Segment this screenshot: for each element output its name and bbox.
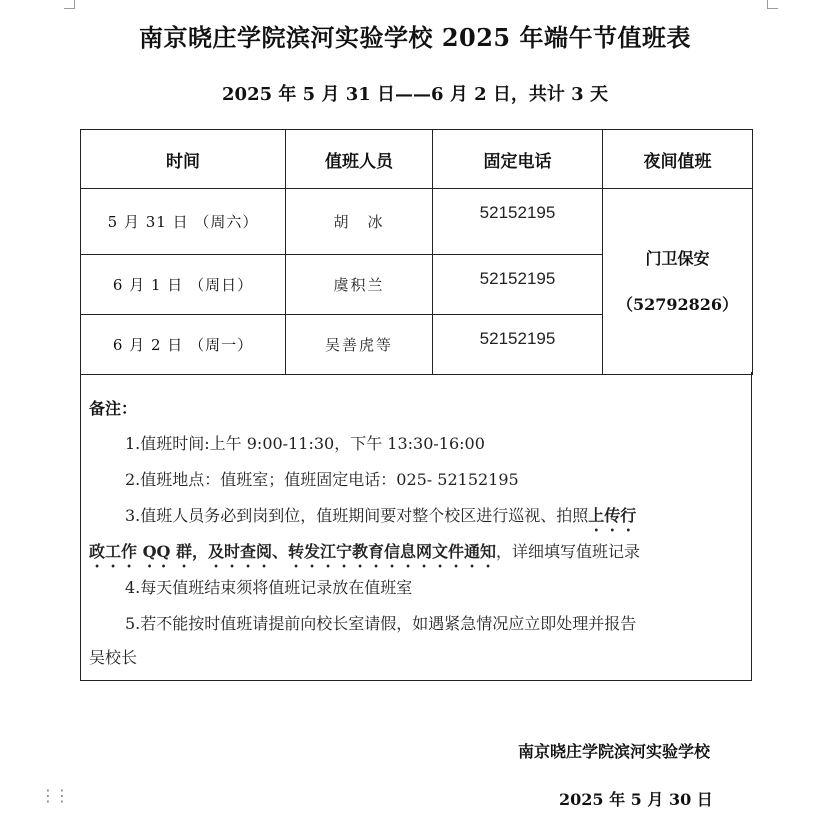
note-item-5-line-2: 吴校长 [89, 648, 138, 667]
header-time: 时间 [81, 130, 286, 189]
row-phone: 52152195 [433, 189, 603, 255]
row-phone: 52152195 [433, 315, 603, 375]
note-item-5-line-1: 5.若不能按时值班请提前向校长室请假，如遇紧急情况应立即处理并报告 [125, 614, 637, 633]
note-item-3-line-1 [125, 506, 636, 535]
note-item-1: 1.值班时间:上午 9:00-11:30，下午 13:30-16:00 [125, 434, 485, 453]
night-duty-cell [603, 189, 753, 375]
table-row [81, 189, 753, 255]
note-item-3-emphasis-1: 上传行 [588, 506, 637, 525]
row-time: 5 月 31 日 （周六） [81, 189, 286, 255]
row-time: 6 月 1 日 （周日） [81, 255, 286, 315]
page-corner-mark-right [767, 0, 778, 9]
note-item-3-line-2 [89, 542, 640, 571]
night-duty-phone: （52792826） [616, 294, 739, 314]
note-item-3-tail: ，详细填写值班记录 [496, 542, 641, 561]
duty-table [80, 129, 753, 375]
notes-title: 备注： [89, 399, 138, 418]
row-time: 6 月 2 日 （周一） [81, 315, 286, 375]
note-item-2: 2.值班地点：值班室；值班固定电话：025- 52152195 [125, 470, 519, 489]
header-night-duty: 夜间值班 [603, 130, 753, 189]
page-corner-mark-left [64, 0, 75, 9]
drag-handle-icon[interactable]: ⋮⋮ [40, 786, 68, 805]
note-item-3-emphasis-2: 政工作 QQ 群，及时查阅、转发江宁教育信息网文件通知 [89, 542, 497, 561]
notes-box [80, 372, 752, 681]
header-phone: 固定电话 [433, 130, 603, 189]
note-item-4: 4.每天值班结束须将值班记录放在值班室 [125, 578, 413, 597]
document-title: 南京晓庄学院滨河实验学校 2025 年端午节值班表 [138, 23, 691, 52]
document-subtitle: 2025 年 5 月 31 日——6 月 2 日，共计 3 天 [222, 84, 608, 105]
signature-date: 2025 年 5 月 30 日 [559, 790, 713, 809]
table-header-row [81, 130, 753, 189]
night-duty-label: 门卫保安 [645, 248, 710, 268]
header-staff: 值班人员 [286, 130, 433, 189]
row-staff: 胡 冰 [286, 189, 433, 255]
signature-organization: 南京晓庄学院滨河实验学校 [518, 742, 711, 761]
note-item-3-text: 3.值班人员务必到岗到位，值班期间要对整个校区进行巡视、拍照 [125, 506, 589, 525]
row-phone: 52152195 [433, 255, 603, 315]
row-staff: 虞积兰 [286, 255, 433, 315]
row-staff: 吴善虎等 [286, 315, 433, 375]
